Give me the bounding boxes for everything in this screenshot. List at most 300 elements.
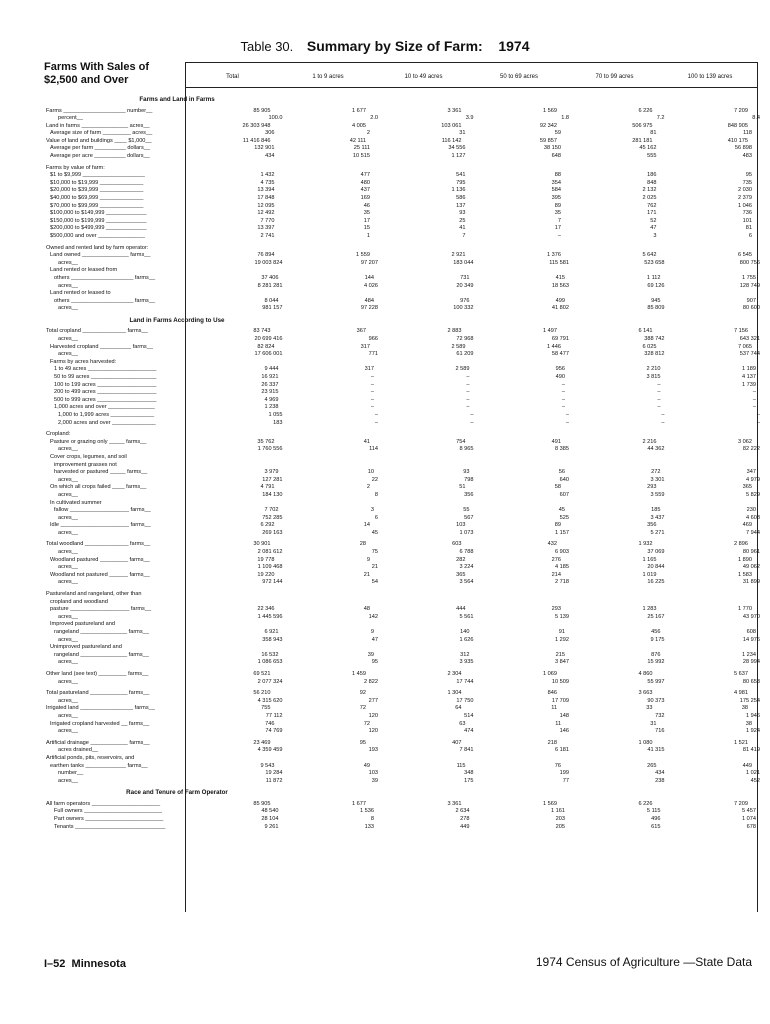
table-row [46,755,758,763]
table-cell: – [374,411,378,418]
row-label: Farms ____________________ number__ [46,107,153,114]
table-body [46,92,758,831]
table-row [46,469,758,477]
table-cell: 9 543 [260,762,275,769]
table-row [46,816,758,824]
table-cell: 175 254 [739,697,760,704]
row-label: acres__ [58,564,78,571]
section-heading: Land in Farms According to Use [129,316,225,324]
table-row [46,808,758,816]
row-label: 1 to 49 acres ______________________ [54,366,157,373]
table-cell: 69 521 [253,670,271,677]
table-cell [571,359,667,367]
table-cell: 4 026 [364,282,378,289]
table-row [46,549,758,557]
table-cell: 4 359 459 [257,747,283,754]
row-label: Land owned _______________ farms__ [50,252,151,259]
table-cell: – [657,404,661,411]
table-cell: 19 284 [265,770,283,777]
table-cell [376,591,472,599]
table-cell: 3 [370,507,374,514]
table-cell: 230 [746,507,756,514]
table-cell: 10 [367,469,374,476]
table-cell: 3 663 [638,690,653,697]
column-header: 70 to 99 acres [595,74,634,80]
table-cell: 83 743 [253,328,271,335]
table-cell [476,290,572,298]
table-cell: 48 540 [261,808,279,815]
table-cell: 28 104 [261,815,279,822]
table-cell: 4 979 [746,476,760,483]
table-cell: 981 157 [262,305,283,312]
table-cell: 25 167 [647,613,665,620]
table-cell: 2 304 [447,670,462,677]
table-cell: 20 844 [647,564,665,571]
table-row [46,679,758,687]
table-row [46,614,758,622]
table-cell [285,599,381,607]
table-cell [663,431,759,439]
table-cell: 2 921 [451,252,466,259]
row-label: $10,000 to $19,999 ______________ [50,179,144,186]
row-label: Harvested cropland __________ farms__ [50,343,153,350]
table-cell: 846 [547,690,557,697]
table-cell: 1 521 [734,739,748,746]
table-cell: – [657,381,661,388]
table-row [46,541,758,549]
table-cell: 52 [650,217,657,224]
table-cell: 800 756 [739,259,760,266]
table-cell [667,290,763,298]
table-cell: – [756,419,760,426]
table-cell: 456 [651,629,661,635]
table-cell: 2 077 324 [257,678,283,685]
table-cell: 477 [360,172,370,179]
table-cell: 146 [559,728,569,735]
table-cell: 735 [742,179,752,186]
table-cell: 100 332 [453,305,474,312]
table-cell: 17 744 [456,678,474,685]
row-label: 200 to 499 acres ___________________ [54,389,157,396]
table-cell: 69 126 [647,282,665,289]
table-cell [189,359,285,367]
page-footer-left [44,958,126,970]
table-cell: 12 492 [257,210,275,217]
table-cell: 26 303 948 [242,122,271,129]
row-label: Irrigated cropland harvested __ farms__ [50,720,150,727]
table-cell: 75 [371,549,378,556]
table-cell: 1 536 [360,808,374,815]
row-label: Idle ______________________ farms__ [50,522,151,529]
table-cell: – [370,404,374,411]
table-cell [189,500,285,508]
table-cell: 795 [456,179,466,186]
row-label: Woodland not pastured ______ farms__ [50,571,150,578]
table-cell: 2 210 [646,366,661,373]
table-cell: 1 109 468 [257,564,283,571]
table-cell: 19 003 824 [254,259,283,266]
table-cell: 133 [364,823,374,830]
side-title: Farms With Sales of $2,500 and Over [44,61,150,86]
row-label: others ____________________ farms__ [54,297,156,304]
table-cell: 12 095 [257,202,275,209]
table-cell: 17 606 001 [254,351,283,358]
table-cell: 716 [655,728,665,735]
table-cell: – [565,419,569,426]
table-cell: 169 [360,195,370,202]
table-cell: 103 061 [441,122,462,129]
table-cell: 148 [559,712,569,719]
table-cell: – [557,233,561,239]
column-header: 100 to 139 acres [687,74,733,80]
row-label: 1,000 to 1,999 acres ______________ [58,411,155,418]
row-label: acres__ [58,305,78,312]
table-cell: 496 [651,815,661,822]
table-cell: 7 944 [746,529,760,536]
row-label: percent__ [58,115,83,122]
row-label: Owned and rented land by farm operator: [46,244,149,251]
table-cell: 615 [651,823,661,830]
row-label: Improved pastureland and [50,621,115,628]
table-row [46,123,758,131]
row-label: acres__ [58,351,78,358]
table-row [46,591,758,599]
table-cell: 8 385 [555,446,569,453]
table-cell [380,290,476,298]
row-label: acres__ [58,446,78,453]
table-cell: 293 [647,484,657,491]
row-label: rangeland _______________ farms__ [54,629,149,635]
table-cell: 88 [554,172,561,179]
table-cell: 347 [746,469,756,476]
row-label: Pasture or grazing only _____ farms__ [50,438,147,445]
table-cell: 4 315 620 [257,697,283,704]
table-cell: 44 362 [647,446,665,453]
table-cell: 140 [460,629,470,635]
table-cell: 966 [368,336,378,343]
table-row [46,747,758,755]
table-row [46,252,758,260]
table-cell: 640 [559,476,569,483]
table-cell: 93 [463,469,470,476]
table-cell: 10 509 [551,678,569,685]
row-label: $20,000 to $39,999 ______________ [50,187,144,194]
table-cell: 2 589 [455,366,470,373]
table-cell: 185 [651,507,661,514]
table-row [46,698,758,706]
table-cell: 11 [551,705,557,712]
row-label: Cropland: [46,431,71,438]
table-cell: 5 637 [734,670,748,677]
table-cell: 1 157 [555,529,569,536]
table-cell: 3 [653,233,657,239]
table-cell: 7.2 [656,115,665,122]
table-cell [476,644,572,652]
table-cell [185,165,281,173]
table-cell: 120 [368,728,378,735]
row-label: Average per farm __________ dollars__ [50,145,151,152]
table-cell: 137 [456,202,466,209]
table-cell: 41 [459,225,466,232]
table-cell: 17 [363,217,370,224]
row-label: 2,000 acres and over ______________ [58,419,156,426]
table-row [46,454,758,462]
table-cell [571,599,667,607]
row-label: acres__ [58,579,78,586]
table-cell: 95 [371,659,378,666]
table-cell: 541 [456,172,466,179]
table-cell: 58 [554,484,561,491]
row-label: $200,000 to $499,999 _____________ [50,225,147,232]
table-cell [384,462,480,470]
page-id: I–52 [44,958,66,970]
table-cell: 480 [360,179,370,186]
table-cell: 1 559 [356,252,370,259]
row-label: cropland and woodland [50,598,108,605]
table-cell: 1 283 [642,606,657,613]
table-row [46,801,758,809]
table-cell: 127 281 [262,476,283,483]
table-cell: 317 [360,343,370,350]
table-row [46,705,758,713]
table-cell: 5 115 [646,808,661,815]
table-cell: 58 477 [551,351,569,358]
table-cell: 214 [551,571,561,578]
table-cell: 356 [464,491,474,498]
row-label: Average per acre __________ dollars__ [50,153,150,160]
row-label: Artificial drainage ____________ farms__ [46,739,150,746]
row-label: Woodland pastured _________ farms__ [50,556,150,563]
table-cell: 76 894 [257,252,275,259]
table-cell: – [565,411,569,418]
table-cell [571,290,667,298]
table-cell: 31 899 [742,579,760,586]
table-cell: 3 361 [447,800,462,807]
table-cell: 1 234 [742,651,756,658]
table-cell: 89 [554,522,561,529]
table-cell: 907 [746,297,756,304]
table-cell: 16 921 [261,374,279,380]
table-cell [193,462,289,470]
table-row [46,599,758,607]
table-cell: 848 905 [727,122,748,129]
table-row [46,138,758,146]
table-row [46,690,758,698]
table-cell: 175 [464,777,474,784]
table-cell [376,755,472,763]
table-cell: 437 [360,187,370,194]
table-cell: 945 [651,297,661,304]
table-row [46,621,758,629]
table-cell [476,454,572,462]
table-cell: 115 581 [549,259,569,266]
table-row [46,530,758,538]
table-cell [281,431,377,439]
table-cell: 28 994 [742,659,760,666]
table-cell [185,245,281,253]
table-cell: 731 [460,274,470,281]
table-cell: – [470,411,474,418]
table-row [46,492,758,500]
table-cell: – [752,389,756,396]
table-cell: 39 [367,651,374,658]
table-cell: 2 741 [260,233,275,239]
table-cell: 1 432 [260,172,275,179]
table-row [46,763,758,771]
table-cell: 6 545 [738,252,752,259]
table-cell: 444 [456,606,466,613]
row-label: $40,000 to $69,999 ______________ [50,195,144,202]
table-cell: 523 658 [644,259,665,266]
table-cell: 1 755 [742,274,756,281]
table-cell: 281 181 [632,137,653,144]
table-row [46,260,758,268]
table-cell [380,267,476,275]
table-cell: 48 [363,606,370,613]
state-name: Minnesota [71,958,126,970]
table-cell: 54 [371,579,378,586]
table-row [46,659,758,667]
table-cell: 20 699 416 [254,336,283,343]
table-cell: 276 [551,556,561,563]
row-label: Other land (see text) _________ farms__ [46,670,149,677]
table-cell: 8 965 [459,446,474,453]
table-cell [281,245,377,253]
table-cell: 469 [742,522,752,529]
table-cell: 95 [745,172,752,179]
table-cell: 7 065 [738,343,752,350]
table-cell [189,621,285,629]
table-cell: 976 [460,297,470,304]
table-cell: 1 304 [447,690,462,697]
table-cell: 1 569 [543,800,557,807]
table-cell: 38 [741,705,748,712]
row-label: others ____________________ farms__ [54,274,156,281]
table-row [46,218,758,226]
table-cell: 2 896 [734,541,748,548]
table-cell: 6 292 [260,522,275,529]
table-cell: 746 [265,720,275,727]
table-cell [480,462,576,470]
table-cell [189,644,285,652]
table-cell: 1 497 [543,328,557,335]
table-cell: 14 976 [742,636,760,643]
table-cell [667,621,763,629]
table-row [46,728,758,736]
row-label: Total cropland ______________ farms__ [46,328,148,335]
table-cell: 449 [460,823,470,830]
table-cell: 3 301 [650,476,665,483]
table-cell: 4 603 [746,514,760,521]
table-row [46,108,758,116]
table-cell: 8.4 [752,115,760,122]
table-row [46,824,758,832]
section-heading: Race and Tenure of Farm Operator [126,789,228,797]
table-cell [663,591,759,599]
table-cell [476,500,572,508]
table-row [46,500,758,508]
table-cell: 45 162 [639,145,657,152]
table-cell: 74 769 [265,728,283,735]
table-cell: 56 898 [734,145,752,152]
table-cell: 186 [647,172,657,179]
table-cell: 1 445 596 [257,613,283,620]
table-cell: 1 924 [746,728,760,735]
table-cell: 72 [363,720,370,727]
table-cell: 3.9 [465,115,474,122]
table-cell: 490 [555,374,565,380]
table-cell: 514 [464,712,474,719]
row-label: acres__ [58,529,78,536]
table-cell: 312 [460,651,470,658]
table-cell: 17 709 [551,697,569,704]
table-cell [472,431,568,439]
table-cell: – [370,381,374,388]
table-row [46,404,758,412]
table-cell: 2 883 [447,328,462,335]
table-cell: 1 112 [646,274,661,281]
table-cell: 35 [363,210,370,217]
table-cell: 449 [742,762,752,769]
table-row [46,210,758,218]
table-cell: 47 [650,225,657,232]
table-cell [567,431,663,439]
table-row [46,397,758,405]
table-cell: 752 285 [262,514,283,521]
table-cell: 3 361 [447,107,462,114]
table-cell: 95 [359,739,366,746]
table-cell: 282 [456,556,466,563]
row-label: improvement grasses not [54,461,117,468]
table-cell: 358 943 [262,636,283,643]
row-label: acres__ [58,678,78,685]
table-cell: 3 224 [459,564,474,571]
table-cell: 35 [554,210,561,217]
table-cell: 2 025 [642,195,657,202]
table-row [46,283,758,291]
table-cell [571,621,667,629]
table-cell: 22 346 [257,606,275,613]
table-cell: 22 [371,476,378,483]
table-cell: 3 815 [646,374,661,380]
table-cell: 7 841 [459,747,474,754]
table-cell [667,267,763,275]
table-cell [571,500,667,508]
table-row [46,187,758,195]
row-label: $1 to $9,999 ____________________ [50,172,145,179]
table-cell: 6 [374,514,378,521]
table-cell: 278 [460,815,470,822]
table-cell: 5 561 [459,613,474,620]
table-cell: 4 735 [260,179,275,186]
table-cell: 2 [366,484,370,491]
table-cell: 354 [551,179,561,186]
table-cell [571,267,667,275]
table-cell: 93 [459,210,466,217]
table-cell: 92 342 [539,122,557,129]
row-label: Value of land and buildings ____ $1,000__ [46,137,152,144]
table-cell: – [466,374,470,380]
table-cell [281,591,377,599]
table-cell [567,165,663,173]
table-cell: 38 [745,720,752,727]
table-cell: 306 [265,130,275,137]
table-cell: 205 [555,823,565,830]
table-cell: 6 226 [638,800,653,807]
table-cell: 5 271 [650,529,665,536]
table-cell: 77 [562,777,569,784]
table-row [46,195,758,203]
